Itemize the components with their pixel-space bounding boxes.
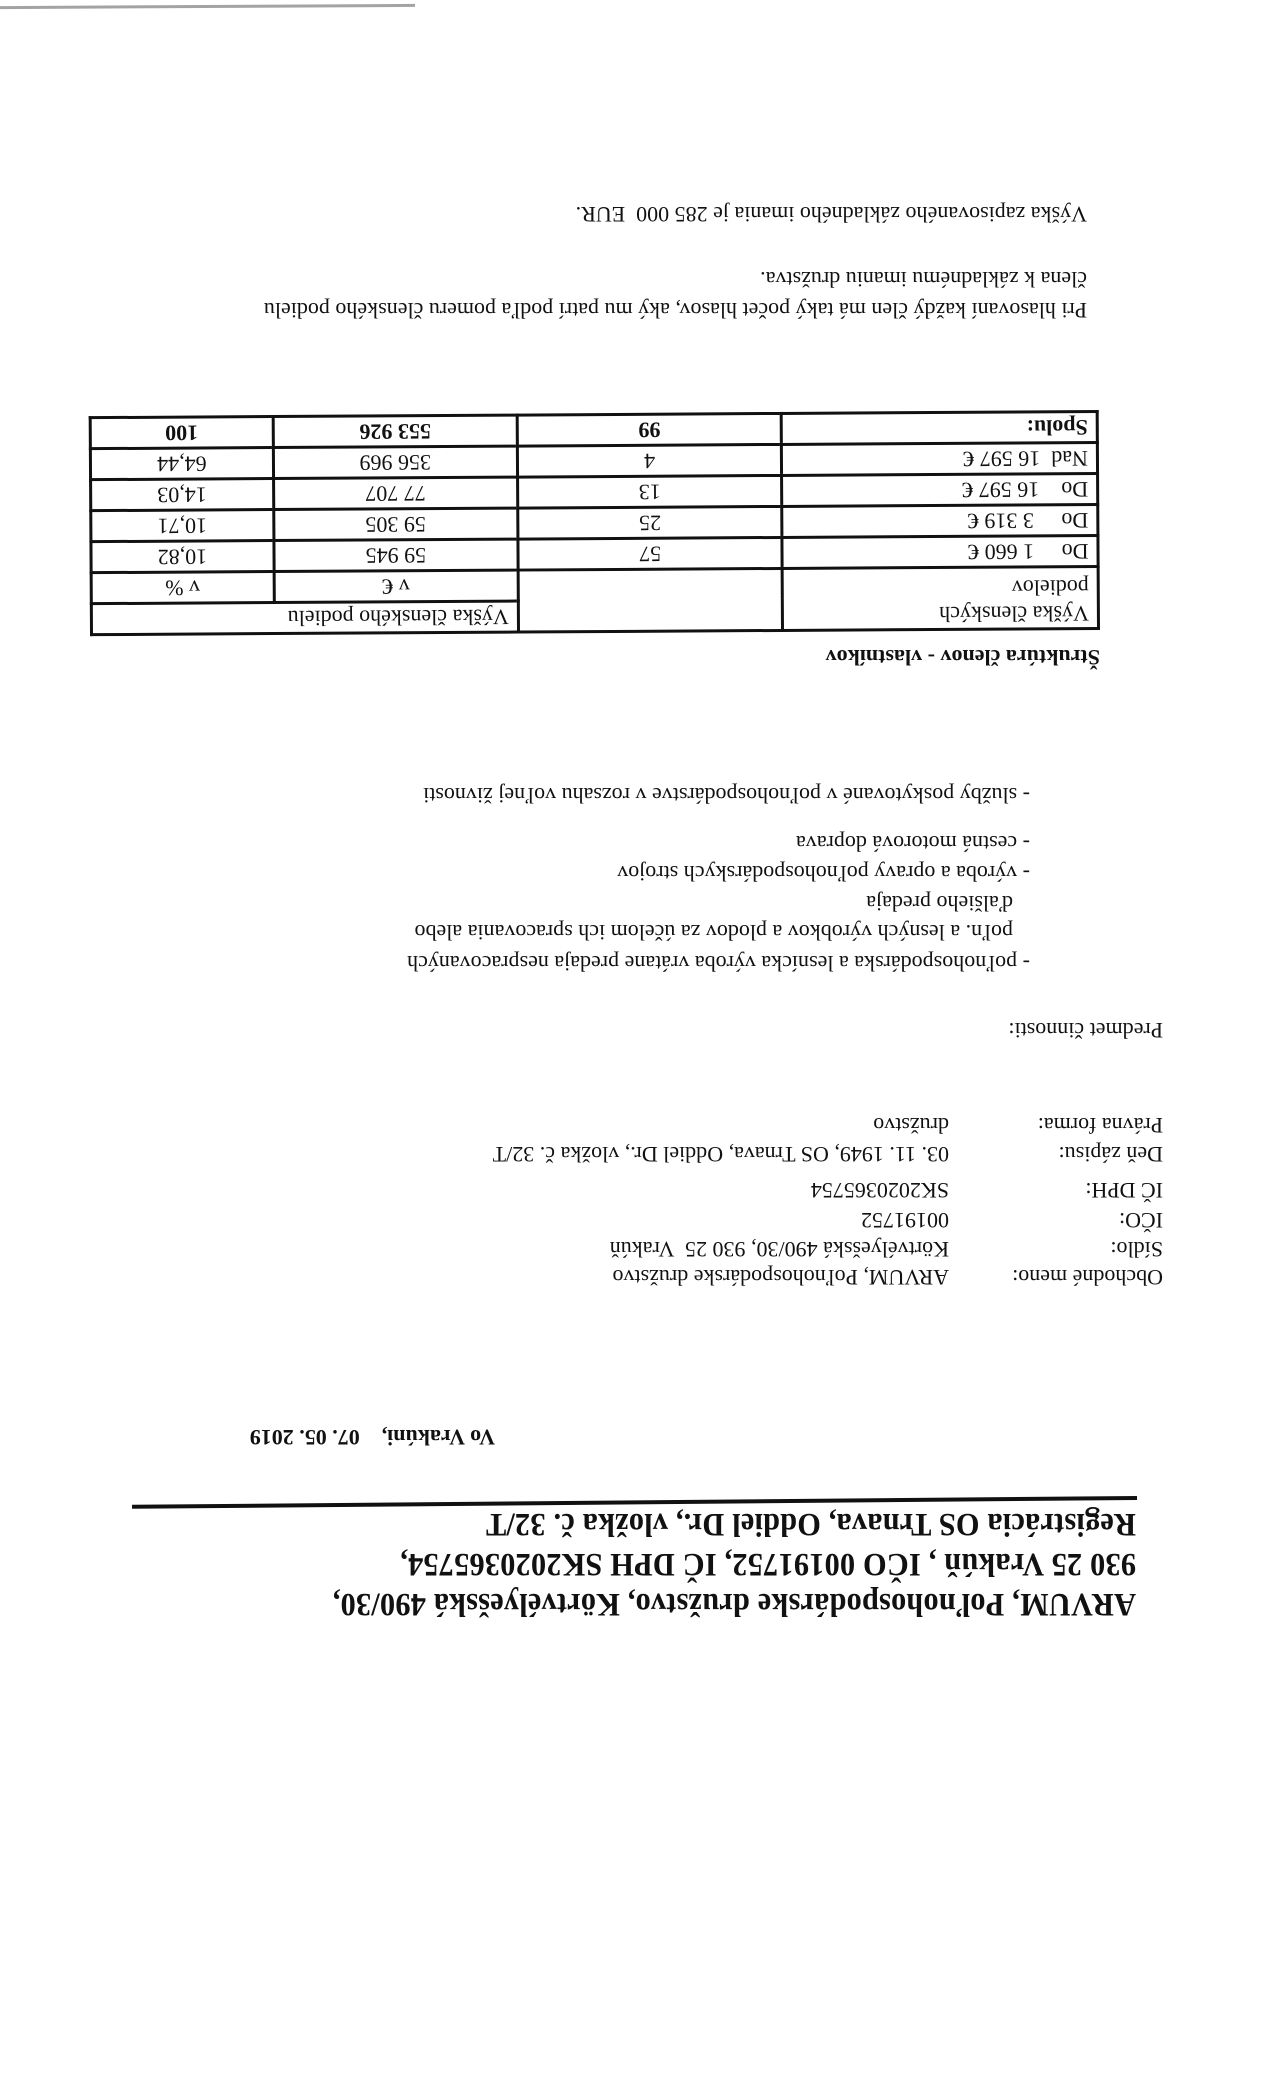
activity-line: poľn. a lesných výrobkov a plodov za účelom ich spracovania alebo: [414, 920, 1013, 945]
cell-range: Do 3 319 €: [782, 505, 1098, 538]
cell-percent: 64,44: [90, 448, 273, 480]
label-vat-id: IČ DPH:: [1085, 1178, 1163, 1203]
value-ico: 00191752: [861, 1208, 949, 1233]
value-seat: Körtvélyešská 490/30, 930 25 Vrakúň: [609, 1237, 949, 1262]
cell-count: 25: [518, 506, 783, 539]
letterhead-line-3: Registrácia OS Trnava, Oddiel Dr., vložka č. 32/T: [485, 1506, 1136, 1542]
cell-total-percent: 100: [90, 417, 273, 449]
cell-total-label: Spolu:: [782, 412, 1098, 445]
activity-line: - cestná motorová doprava: [796, 831, 1030, 856]
header-eur: v €: [274, 570, 518, 602]
activity-line: ďalšieho predaja: [866, 891, 1013, 916]
header-share-range-line2: podielov: [1011, 575, 1089, 601]
cell-percent: 10,71: [91, 510, 274, 542]
cell-total-count: 99: [517, 413, 782, 446]
table-row: [91, 505, 1098, 542]
voting-rule-line1: Pri hlasovaní každý člen má taký počet hlasov, aký mu patrí podľa pomeru členského podielu: [263, 298, 1087, 323]
table-header-row: [91, 598, 1098, 635]
header-share-amount-group: Výška členského podielu: [91, 601, 518, 635]
label-business-name: Obchodné meno:: [1012, 1265, 1163, 1290]
activity-line: - poľnohospodárska a lesnícka výroba vrátane predaja nespracovaných: [407, 951, 1030, 976]
cell-eur: 77 707: [273, 477, 517, 509]
label-registration-date: Deň zápisu:: [1058, 1142, 1163, 1167]
header-share-range-line1: Výška členských: [939, 601, 1089, 627]
cell-count: 57: [518, 537, 783, 570]
activity-line: - služby poskytované v poľnohospodárstve v rozsahu voľnej živnosti: [423, 783, 1030, 808]
cell-eur: 59 305: [274, 508, 518, 540]
header-share-range: [783, 567, 1099, 631]
cell-range: Nad 16 597 €: [782, 443, 1098, 476]
letterhead-line-1: ARVUM, Poľnohospodárske družstvo, Körtvélyešská 490/30,: [332, 1586, 1136, 1622]
letterhead-line-2: 930 25 Vrakúň , IČO 00191752, IČ DPH SK2020365754,: [400, 1546, 1136, 1582]
voting-rule-line2: člena k základnému imaniu družstva.: [760, 267, 1087, 292]
cell-count: 4: [517, 444, 782, 477]
table-row: [91, 536, 1098, 573]
activities-title: Predmet činnosti:: [1008, 1018, 1163, 1043]
value-business-name: ARVUM, Poľnohospodárske družstvo: [612, 1265, 949, 1290]
cell-total-eur: 553 926: [273, 415, 517, 447]
cell-eur: 59 945: [274, 539, 518, 571]
cell-range: Do 16 597 €: [782, 474, 1098, 507]
registered-capital: Výška zapisovaného základného imania je 285 000 EUR.: [575, 202, 1087, 227]
table-total-row: [90, 412, 1097, 449]
activity-line: - výroba a opravy poľnohospodárskych strojov: [617, 861, 1030, 886]
table-row: [91, 474, 1098, 511]
place-and-date: Vo Vrakúni, 07. 05. 2019: [249, 1425, 495, 1450]
value-vat-id: SK2020365754: [810, 1178, 949, 1203]
cell-percent: 14,03: [91, 479, 274, 511]
scan-edge-line: [0, 4, 415, 9]
cell-eur: 356 969: [273, 446, 517, 478]
value-registration-date: 03. 11. 1949, OS Trnava, Oddiel Dr., vložka č. 32/T: [492, 1142, 949, 1167]
cell-percent: 10,82: [91, 541, 274, 573]
members-structure-title: Štruktúra členov - vlastníkov: [825, 645, 1100, 670]
label-ico: IČO:: [1119, 1208, 1163, 1233]
members-structure-table: [89, 410, 1100, 636]
header-percent: v %: [91, 572, 274, 604]
label-seat: Sídlo:: [1110, 1237, 1163, 1262]
header-member-count: [518, 568, 783, 632]
table-row: [90, 443, 1097, 480]
cell-count: 13: [517, 475, 782, 508]
cell-range: Do 1 660 €: [782, 536, 1098, 569]
label-legal-form: Právna forma:: [1037, 1113, 1163, 1138]
value-legal-form: družstvo: [873, 1113, 949, 1138]
